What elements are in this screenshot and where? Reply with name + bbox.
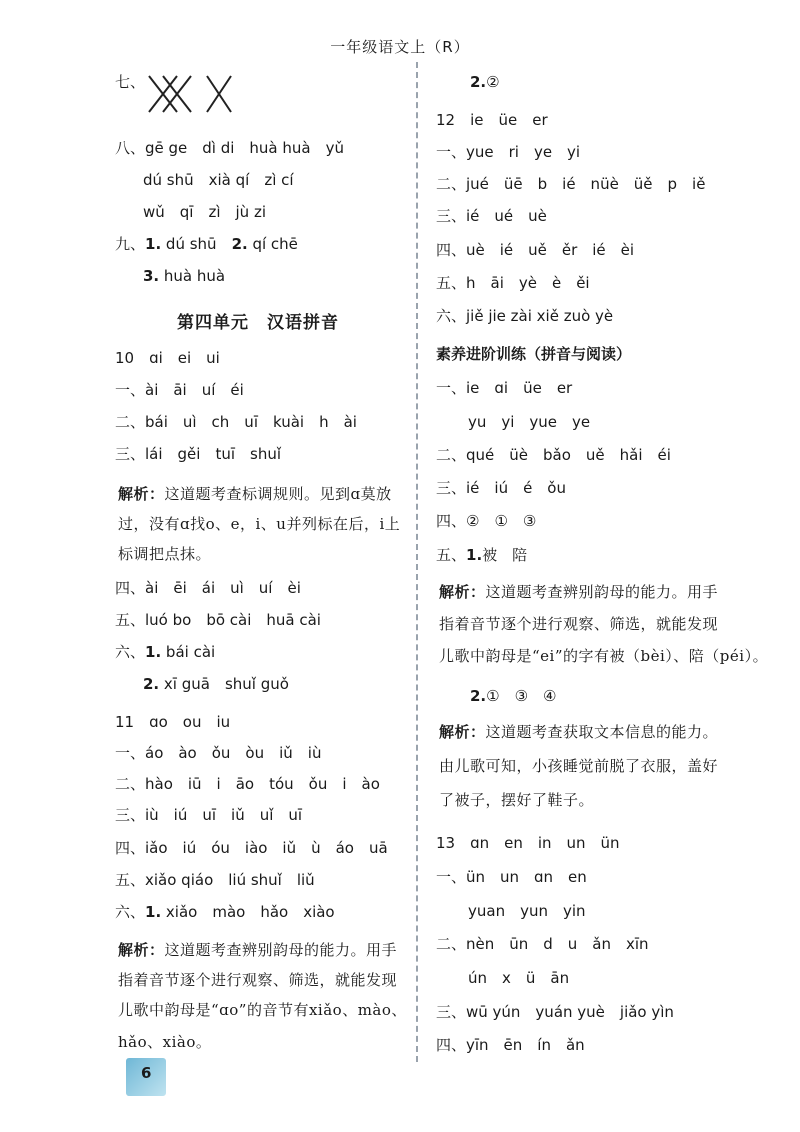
q8-line: wǔ qī zì jù zi [143,203,266,221]
s10-line: 一、ài āi uí éi [115,381,244,399]
q9-answer: qí chē [247,235,298,253]
note-line: 解析：这道题考查辨别韵母的能力。用手 [439,583,719,601]
note-line: 标调把点抹。 [118,545,212,563]
s10-line: 三、lái gěi tuī shuǐ [115,445,281,463]
note-line: 了被子，摆好了鞋子。 [439,791,595,809]
s11-line: 二、hào iū i āo tóu ǒu i ào [115,775,380,793]
q9-num: 2. [231,235,248,253]
train-line: 2.① ③ ④ [470,687,557,705]
s10-line: 四、ài ēi ái uì uí èi [115,579,301,597]
s11-line: 三、iù iú uī iǔ uǐ uī [115,806,303,824]
note-label: 解析： [439,583,486,601]
s12-line: 六、jiě jie zài xiě zuò yè [436,307,614,325]
q9-num: 1. [145,235,162,253]
note-line: 解析：这道题考查标调规则。见到ɑ莫放 [118,485,392,503]
s12-line: 二、jué üē b ié nüè üě p iě [436,175,706,193]
train-line: 五、1.被 陪 [436,546,528,564]
section-10-title: 10 ɑi ei ui [115,349,220,367]
note-line: 解析：这道题考查获取文本信息的能力。 [439,723,719,741]
note-line: 由儿歌可知，小孩睡觉前脱了衣服，盖好 [439,757,719,775]
note-label: 解析： [118,941,165,959]
s12-line: 三、ié ué uè [436,207,547,225]
s12-line: 五、h āi yè è ěi [436,274,590,292]
s12-line: 一、yue ri ye yi [436,143,581,161]
s10-line: 二、bái uì ch uī kuài h ài [115,413,357,431]
note-label: 解析： [439,723,486,741]
note-line: 过，没有ɑ找o、e，i、u并列标在后，i上 [118,515,401,533]
training-title: 素养进阶训练（拼音与阅读） [436,345,632,363]
unit-title: 第四单元 汉语拼音 [177,313,339,333]
s13-line: 四、yīn ēn ín ǎn [436,1036,585,1054]
q8-line: dú shū xià qí zì cí [143,171,294,189]
train-line: 四、② ① ③ [436,512,537,530]
note-line: hǎo、xiào。 [118,1033,212,1051]
train-line: yu yi yue ye [468,413,591,431]
train-line: 一、ie ɑi üe er [436,379,573,397]
s13-line: 一、ün un ɑn en [436,868,587,886]
q9-num: 3. [143,267,160,285]
note-line: 指着音节逐个进行观察、筛选，就能发现 [439,615,719,633]
q9-answer: dú shū [161,235,232,253]
note-label: 解析： [118,485,165,503]
s13-line: 三、wū yún yuán yuè jiǎo yìn [436,1003,674,1021]
s13-line: ún x ü ān [468,969,570,987]
train-line: 三、ié iú é ǒu [436,479,566,497]
section-13-title: 13 ɑn en in un ün [436,834,620,852]
s11-line: 四、iǎo iú óu iào iǔ ù áo uā [115,839,388,857]
column-divider [416,62,418,1062]
q9-answer: huà huà [159,267,226,285]
s12-line: 四、uè ié uě ěr ié èi [436,241,635,259]
q8-line: 八、gē ge dì di huà huà yǔ [115,139,344,157]
q6-line: 六、1. xiǎo mào hǎo xiào [115,903,335,921]
q6-line: 2. xī guā shuǐ guǒ [143,675,289,693]
s13-line: yuan yun yin [468,902,586,920]
r-line: 2.② [470,73,500,91]
s10-line: 五、luó bo bō cài huā cài [115,611,321,629]
s13-line: 二、nèn ūn d u ǎn xīn [436,935,649,953]
page-header: 一年级语文上（R） [330,38,470,56]
q6-line: 六、1. bái cài [115,643,216,661]
note-line: 儿歌中韵母是“ɑo”的音节有xiǎo、mào、 [118,1001,407,1019]
note-line: 儿歌中韵母是“ei”的字有被（bèi）、陪（péi）。 [439,647,769,665]
section-12-title: 12 ie üe er [436,111,548,129]
q9-line [115,234,298,254]
matching-lines-figure [147,72,237,116]
q9-label: 九、 [115,235,146,253]
section-11-title: 11 ɑo ou iu [115,713,231,731]
s11-line: 五、xiǎo qiáo liú shuǐ liǔ [115,871,315,889]
page-number: 6 [141,1064,152,1082]
q9-line [143,266,225,286]
train-line: 二、qué üè bǎo uě hǎi éi [436,446,671,464]
note-line: 解析：这道题考查辨别韵母的能力。用手 [118,941,398,959]
s11-line: 一、áo ào ǒu òu iǔ iù [115,744,322,762]
note-line: 指着音节逐个进行观察、筛选，就能发现 [118,971,398,989]
q7-label: 七、 [115,73,146,91]
